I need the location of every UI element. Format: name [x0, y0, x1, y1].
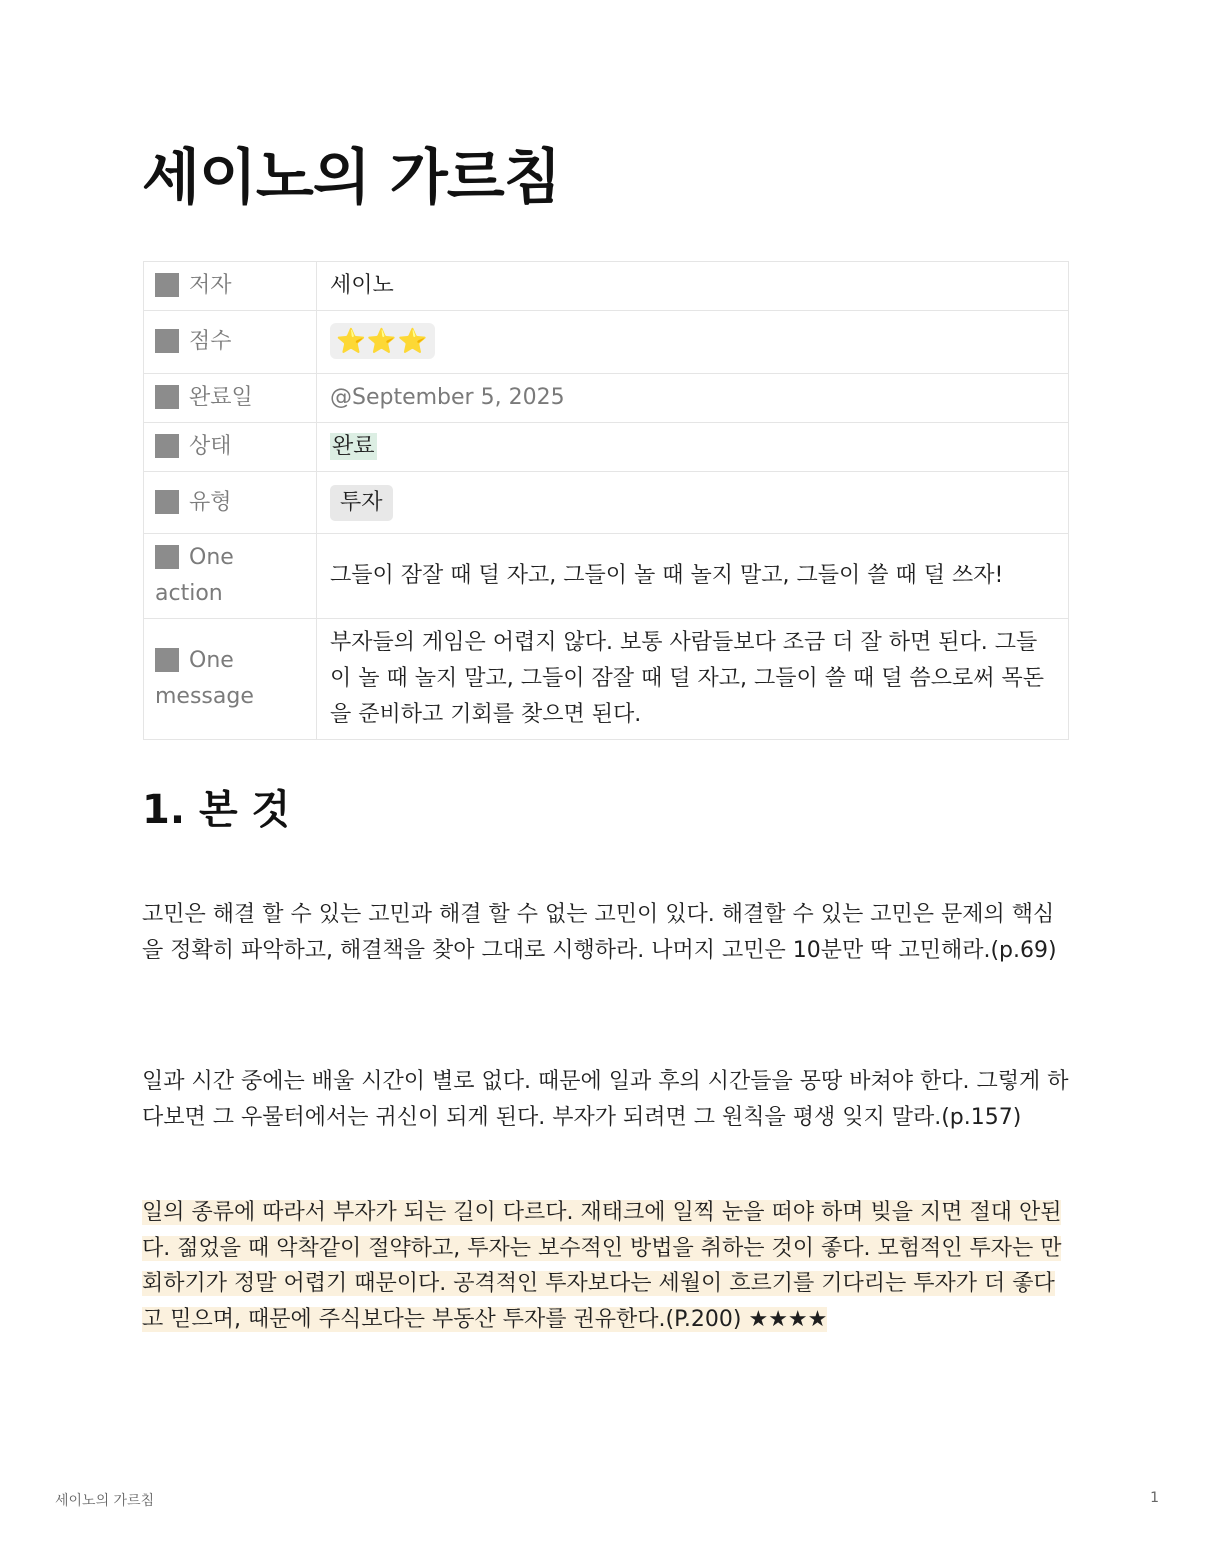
property-icon — [155, 490, 179, 514]
highlighted-paragraph — [142, 1195, 1072, 1337]
property-row-one-message — [144, 619, 1069, 740]
properties-table — [143, 261, 1069, 740]
page-title: 세이노의 가르침 — [142, 143, 561, 213]
status-value[interactable] — [317, 423, 1069, 472]
rating-stars-icon[interactable]: ⭐⭐⭐ — [330, 323, 435, 359]
status-badge[interactable]: 완료 — [332, 434, 375, 459]
property-row-status — [144, 423, 1069, 472]
property-key: 완료일 — [144, 374, 317, 423]
score-value[interactable] — [317, 311, 1069, 374]
one-action-value[interactable]: 그들이 잠잘 때 덜 자고, 그들이 놀 때 놀지 말고, 그들이 쓸 때 덜 쓰자! — [317, 534, 1069, 619]
property-key: 점수 — [144, 311, 317, 374]
paragraph: 고민은 해결 할 수 있는 고민과 해결 할 수 없는 고민이 있다. 해결할 수 있는 고민은 문제의 핵심을 정확히 파악하고, 해결책을 찾아 그대로 시행하라. 나머지 고민은 10분만 딱 고민해라.(p.69) — [142, 902, 1057, 963]
property-row-completed-date — [144, 374, 1069, 423]
property-icon — [155, 385, 179, 409]
property-row-score — [144, 311, 1069, 374]
property-key: 유형 — [144, 472, 317, 534]
property-row-author — [144, 262, 1069, 311]
highlight: 일의 종류에 따라서 부자가 되는 길이 다르다. 재태크에 일찍 눈을 떠야 하며 빚을 지면 절대 안된다. 젊었을 때 악착같이 절약하고, 투자는 보수적인 방법을 취하는 것이 좋다. 모험적인 투자는 만회하기가 정말 어렵기 때문이다. 공격적인 투자보다는 세월이 흐르기를 기다리는 투자가 더 좋다고 믿으며, 때문에 주식보다는 부동산 투자를 권유한다.(P.200) ★★★★ — [142, 1200, 1062, 1332]
one-message-value[interactable]: 부자들의 게임은 어렵지 않다. 보통 사람들보다 조금 더 잘 하면 된다. 그들이 놀 때 놀지 말고, 그들이 잠잘 때 덜 자고, 그들이 쓸 때 덜 씀으로써 목돈을 준비하고 기회를 찾으면 된다. — [317, 619, 1069, 740]
property-key: 저자 — [144, 262, 317, 311]
property-icon — [155, 329, 179, 353]
footer-page-number: 1 — [1150, 1490, 1159, 1506]
type-tag[interactable]: 투자 — [330, 485, 393, 521]
paragraph: 일과 시간 중에는 배울 시간이 별로 없다. 때문에 일과 후의 시간들을 몽땅 바쳐야 한다. 그렇게 하다보면 그 우물터에서는 귀신이 되게 된다. 부자가 되려면 그 원칙을 평생 잊지 말라.(p.157) — [142, 1069, 1069, 1130]
footer-title: 세이노의 가르침 — [55, 1493, 155, 1509]
section-heading: 1. 본 것 — [142, 787, 291, 833]
property-key: One message — [144, 619, 317, 740]
property-icon — [155, 273, 179, 297]
property-icon — [155, 434, 179, 458]
type-value[interactable] — [317, 472, 1069, 534]
completed-date-value[interactable] — [317, 374, 1069, 423]
property-row-type — [144, 472, 1069, 534]
property-key: 상태 — [144, 423, 317, 472]
property-icon — [155, 545, 179, 569]
property-icon — [155, 648, 179, 672]
property-key: One action — [144, 534, 317, 619]
date-mention[interactable]: @September 5, 2025 — [330, 385, 565, 410]
property-row-one-action — [144, 534, 1069, 619]
author-value[interactable]: 세이노 — [317, 262, 1069, 311]
